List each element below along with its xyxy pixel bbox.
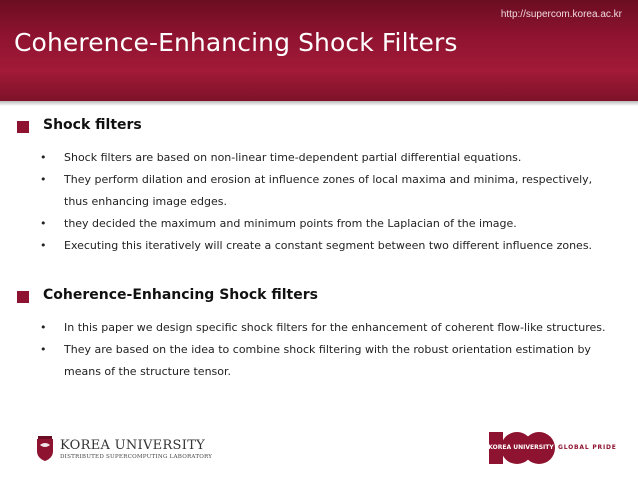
section-shock-filters <box>0 117 638 257</box>
list-item <box>0 339 638 383</box>
gp-logo-text: KOREA UNIVERSITY <box>488 444 554 451</box>
bullet-text: Shock filters are based on non-linear time-dependent partial differential equations. <box>64 151 522 164</box>
bullet-text: they decided the maximum and minimum points from the Laplacian of the image. <box>64 217 517 230</box>
section-heading-row <box>0 287 638 309</box>
section-heading-row <box>0 117 638 139</box>
bullet-list <box>0 317 638 383</box>
bullet-text: They are based on the idea to combine shock filtering with the robust orientation estimation by means of the structure tensor. <box>64 343 591 378</box>
section-heading: Shock filters <box>43 117 142 133</box>
list-item <box>0 317 638 339</box>
bullet-text: Executing this iteratively will create a constant segment between two different influence zones. <box>64 239 593 252</box>
list-item <box>0 147 638 169</box>
list-item <box>0 235 638 257</box>
section-heading: Coherence-Enhancing Shock filters <box>43 287 318 303</box>
bullet-text: In this paper we design specific shock filters for the enhancement of coherent flow-like structures. <box>64 321 606 334</box>
ku-crest-icon <box>36 436 54 462</box>
square-bullet-icon <box>17 291 29 303</box>
slide-title: Coherence-Enhancing Shock Filters <box>14 28 458 57</box>
slide-header <box>0 0 638 101</box>
bullet-list <box>0 147 638 257</box>
ku-logo-name: KOREA UNIVERSITY <box>60 438 206 453</box>
bullet-dot-icon: • <box>40 343 47 356</box>
square-bullet-icon <box>17 121 29 133</box>
list-item <box>0 169 638 213</box>
bullet-dot-icon: • <box>40 217 47 230</box>
gp-logo-tag: GLOBAL PRIDE <box>558 444 617 451</box>
bullet-dot-icon: • <box>40 239 47 252</box>
ku-logo-sub: DISTRIBUTED SUPERCOMPUTING LABORATORY <box>60 454 213 460</box>
global-pride-logo <box>487 432 617 464</box>
header-url[interactable]: http://supercom.korea.ac.kr <box>500 9 622 20</box>
bullet-dot-icon: • <box>40 321 47 334</box>
section-coherence-enhancing <box>0 287 638 383</box>
bullet-dot-icon: • <box>40 173 47 186</box>
header-shadow <box>0 101 638 106</box>
bullet-text: They perform dilation and erosion at influence zones of local maxima and minima, respectively, thus enhancing image edges. <box>64 173 593 208</box>
bullet-dot-icon: • <box>40 151 47 164</box>
list-item <box>0 213 638 235</box>
